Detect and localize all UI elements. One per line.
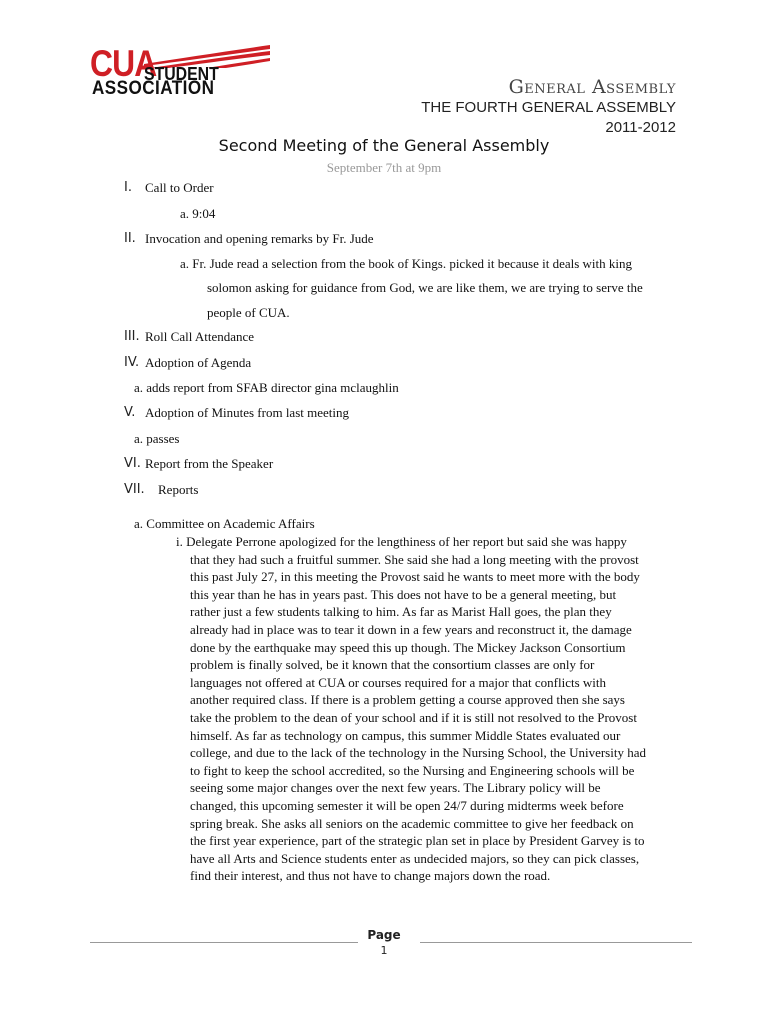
logo-cua-text: CUA	[90, 43, 157, 84]
footer-page-number: 1	[380, 944, 388, 957]
agenda-num: IV.	[124, 355, 140, 370]
meeting-date: September 7th at 9pm	[326, 160, 442, 175]
agenda-item-2-sub-line3: people of CUA.	[207, 305, 290, 320]
agenda-item-6	[124, 455, 141, 472]
logo-association-text: ASSOCIATION	[92, 78, 215, 99]
report-line: this past July 27, in this meeting the Provost said he wants to meet more with the body	[190, 569, 640, 585]
report-line: seeing some major changes over the next few years. The Library policy will be	[190, 780, 601, 796]
agenda-item-4	[124, 354, 139, 371]
agenda-item-7-sub: a. Committee on Academic Affairs	[134, 516, 315, 531]
agenda-item-3	[124, 328, 140, 345]
agenda-item-3-text: Roll Call Attendance	[145, 329, 255, 344]
agenda-item-7	[124, 481, 145, 498]
academic-affairs-report	[176, 533, 680, 885]
footer-page-label: Page	[367, 928, 401, 942]
report-line: done by the earthquake may speed this up though. The Mickey Jackson Consortium	[190, 639, 626, 655]
agenda-item-1	[124, 179, 132, 196]
report-line: this year than he has in years past. This does not have to be a general meeting, but	[190, 586, 617, 602]
agenda-item-6-text: Report from the Speaker	[145, 456, 274, 471]
agenda-item-2-sub-line2: solomon asking for guidance from God, we are like them, we are trying to serve the	[207, 280, 643, 295]
footer-rule-left	[90, 942, 358, 943]
report-line: college, and due to the lack of the technology in the Nursing School, the University had	[190, 745, 646, 761]
agenda-num: I.	[124, 180, 132, 195]
report-line: changed, this upcoming semester it will be open 24/7 during midterms week before	[190, 797, 624, 813]
agenda-num: II.	[124, 231, 136, 246]
agenda-num: V.	[124, 405, 136, 420]
agenda-num: VI.	[124, 456, 141, 471]
report-line: already had in place was to tear it down in a few years and reconstruct it, the damage	[190, 621, 632, 637]
agenda-item-5-sub: a. passes	[134, 431, 180, 446]
agenda-item-2-sub: a. Fr. Jude read a selection from the book of Kings. picked it because it deals with king	[180, 256, 632, 271]
agenda-item-1-sub: a. 9:04	[180, 206, 216, 221]
report-line: the first year experience, part of the strategic plan set in place by President Garvey is to	[190, 833, 645, 849]
agenda-item-5-text: Adoption of Minutes from last meeting	[145, 405, 350, 420]
fourth-assembly-heading: THE FOURTH GENERAL ASSEMBLY	[421, 99, 676, 116]
agenda-num: VII.	[124, 482, 145, 497]
agenda-item-5	[124, 404, 135, 421]
report-line: i. Delegate Perrone apologized for the lengthiness of her report but said she was happy	[176, 534, 627, 549]
logo-student-text: STUDENT	[144, 64, 219, 84]
report-line: take the problem to the dean of your school and if it is still not resolved to the Provost	[190, 709, 637, 725]
agenda-item-7-text: Reports	[158, 482, 199, 497]
report-line: languages not offered at CUA or courses required for a major that conflicts with	[190, 674, 606, 690]
footer-rule-right	[420, 942, 692, 943]
report-line: himself. As far as technology on campus, this summer Middle States evaluated our	[190, 727, 621, 743]
agenda-item-4-sub: a. adds report from SFAB director gina mclaughlin	[134, 380, 399, 395]
agenda-num: III.	[124, 329, 140, 344]
agenda-item-1-text: Call to Order	[145, 180, 214, 195]
agenda-item-2-text: Invocation and opening remarks by Fr. Jude	[145, 231, 374, 246]
report-line: find their interest, and thus not have to change majors down the road.	[190, 868, 551, 884]
report-line: have all Arts and Science students enter as undecided majors, so they can pick classes,	[190, 850, 640, 866]
general-assembly-heading: General Assembly	[508, 76, 676, 98]
report-line: that they had such a fruitful summer. She said she had a long meeting with the provost	[190, 551, 639, 567]
agenda-item-2	[124, 230, 136, 247]
agenda-item-4-text: Adoption of Agenda	[145, 355, 252, 370]
cua-student-association-logo	[90, 44, 240, 100]
report-line: problem is finally solved, be it known that the consortium classes are only for	[190, 657, 595, 673]
report-line: to fight to keep the school accredited, so the Nursing and Engineering schools will be	[190, 762, 635, 778]
document-title: Second Meeting of the General Assembly	[218, 136, 550, 155]
session-years: 2011-2012	[605, 119, 676, 136]
document-header	[421, 76, 676, 138]
report-line: rather just a few students talking to him. As far as Marist Hall goes, the plan they	[190, 604, 612, 620]
report-line: spring break. She asks all seniors on the academic committee to give her feedback on	[190, 815, 634, 831]
report-line: another required class. If there is a problem getting a course approved then she says	[190, 692, 625, 708]
